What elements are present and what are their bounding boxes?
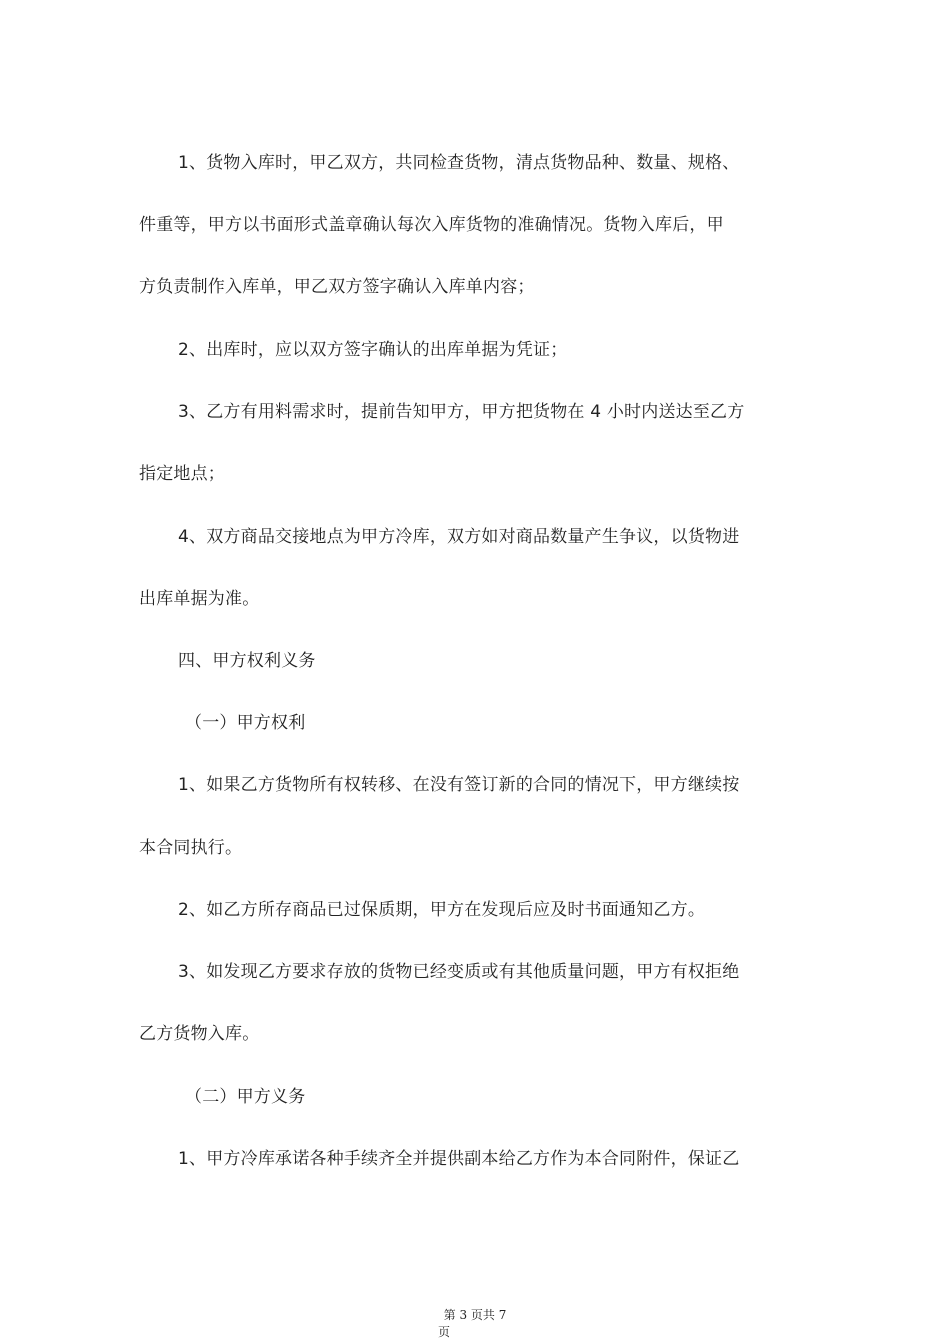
- paragraph-line: 方负责制作入库单，甲乙双方签字确认入库单内容；: [139, 277, 535, 297]
- paragraph-line: 件重等，甲方以书面形式盖章确认每次入库货物的准确情况。货物入库后，甲: [139, 215, 724, 235]
- paragraph-line: 本合同执行。: [139, 838, 243, 858]
- paragraph-line: 1、货物入库时，甲乙双方，共同检查货物，清点货物品种、数量、规格、: [178, 153, 740, 173]
- page-number: 第 3 页共 7: [443, 1308, 507, 1322]
- paragraph-line: 乙方货物入库。: [139, 1024, 260, 1044]
- paragraph-line: 1、甲方冷库承诺各种手续齐全并提供副本给乙方作为本合同附件，保证乙: [178, 1149, 740, 1169]
- paragraph-line: 2、出库时，应以双方签字确认的出库单据为凭证；: [178, 340, 568, 360]
- section-heading: 四、甲方权利义务: [178, 651, 316, 671]
- paragraph-line: 3、如发现乙方要求存放的货物已经变质或有其他质量问题，甲方有权拒绝: [178, 962, 740, 982]
- subsection-heading: （一）甲方权利: [185, 713, 306, 733]
- paragraph-line: 指定地点；: [139, 464, 225, 484]
- paragraph-line: 1、如果乙方货物所有权转移、在没有签订新的合同的情况下，甲方继续按: [178, 775, 740, 795]
- paragraph-line: 2、如乙方所存商品已过保质期，甲方在发现后应及时书面通知乙方。: [178, 900, 706, 920]
- subsection-heading: （二）甲方义务: [185, 1087, 306, 1107]
- paragraph-line: 出库单据为准。: [139, 589, 260, 609]
- paragraph-line: 4、双方商品交接地点为甲方冷库，双方如对商品数量产生争议，以货物进: [178, 527, 740, 547]
- page-number-continuation: 页: [438, 1325, 451, 1339]
- paragraph-line: 3、乙方有用料需求时，提前告知甲方，甲方把货物在 4 小时内送达至乙方: [178, 402, 745, 422]
